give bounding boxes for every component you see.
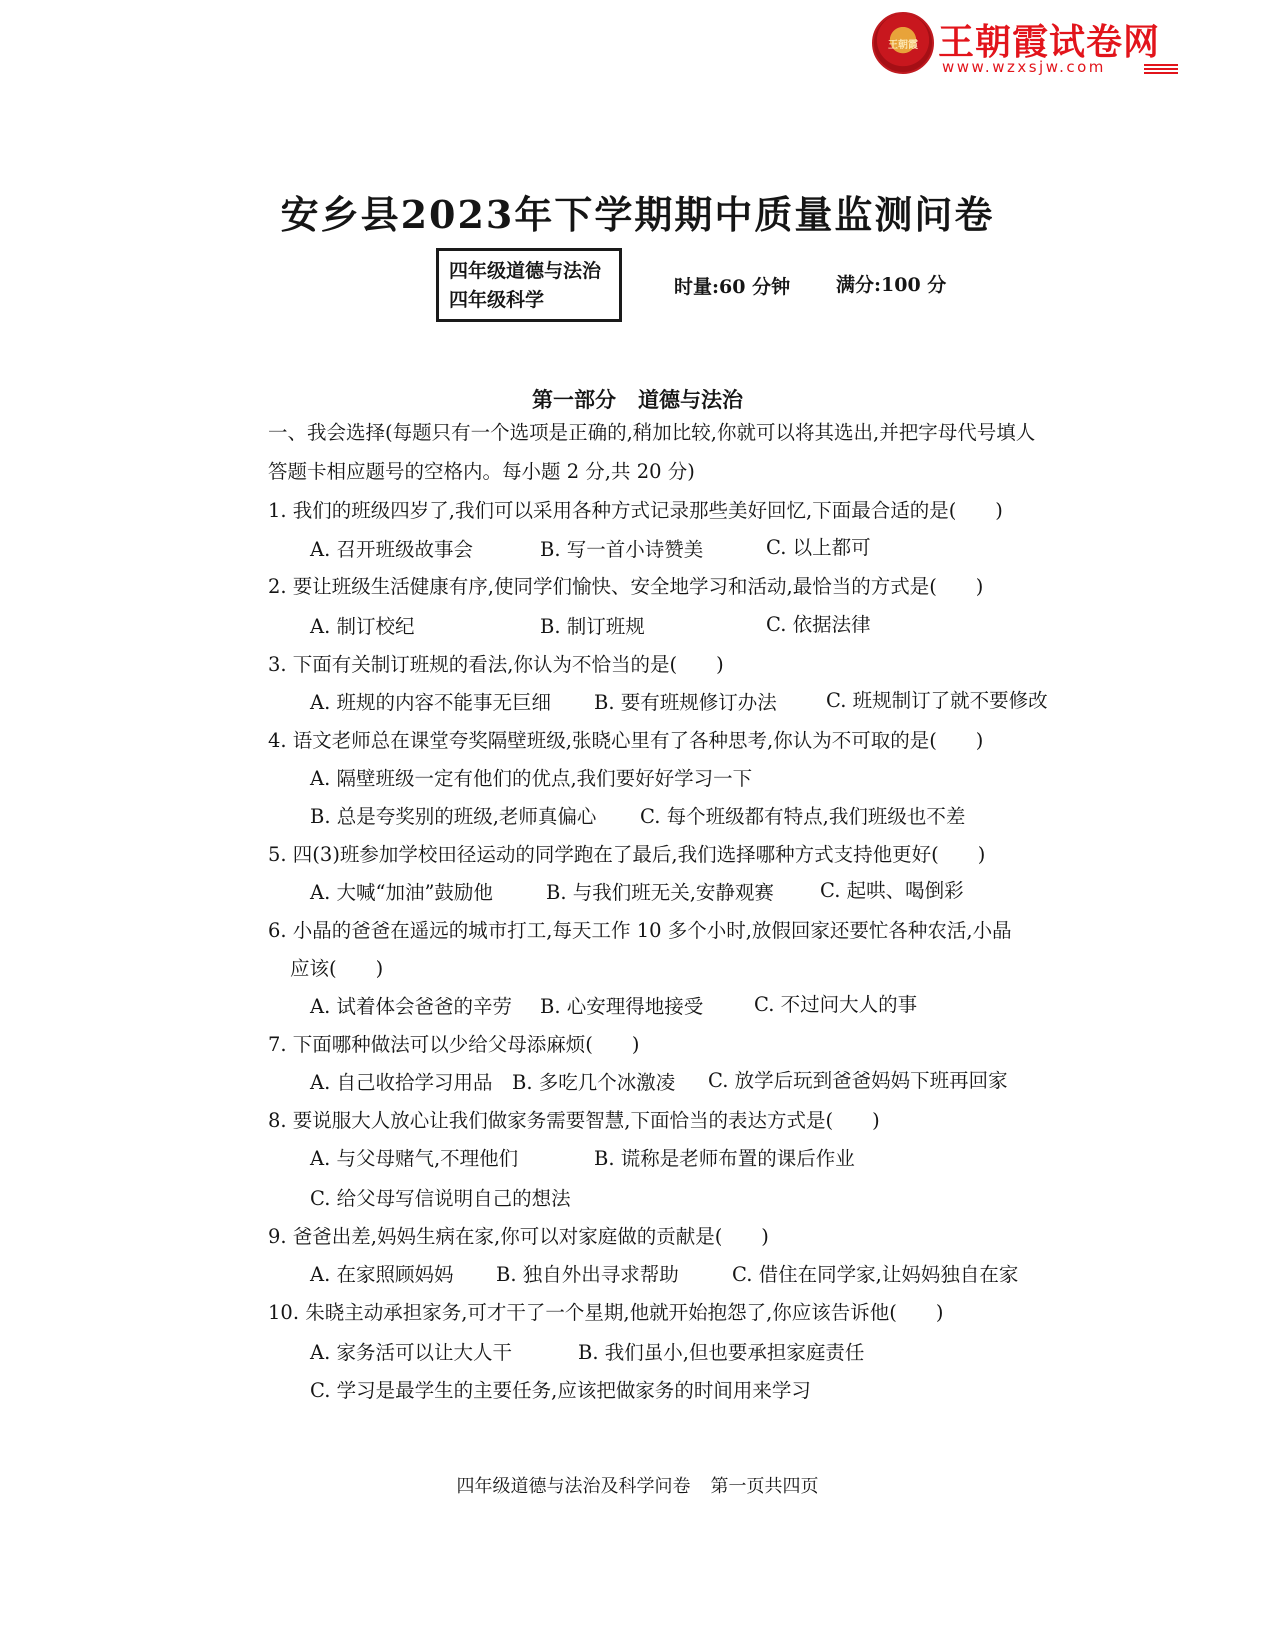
decor-lines-icon bbox=[1144, 64, 1178, 76]
exam-title: 安乡县2023年下学期期中质量监测问卷 bbox=[280, 192, 995, 237]
section-instruction-1: 一、我会选择(每题只有一个选项是正确的,稍加比较,你就可以将其选出,并把字母代号填人 bbox=[268, 421, 1036, 444]
question-10: 10. 朱晓主动承担家务,可才干了一个星期,他就开始抱怨了,你应该告诉他( ) bbox=[268, 1301, 944, 1324]
q9-option-a: A. 在家照顾妈妈 bbox=[310, 1263, 454, 1286]
q6-option-c: C. 不过问大人的事 bbox=[754, 993, 918, 1016]
q5-option-c: C. 起哄、喝倒彩 bbox=[820, 879, 964, 902]
part-label: 第一部分 bbox=[532, 387, 616, 412]
q5-option-a: A. 大喊“加油”鼓励他 bbox=[310, 881, 493, 904]
part-heading bbox=[0, 384, 1275, 414]
q10-option-c: C. 学习是最学生的主要任务,应该把做家务的时间用来学习 bbox=[310, 1379, 811, 1402]
question-6-cont: 应该( ) bbox=[290, 957, 384, 980]
question-9: 9. 爸爸出差,妈妈生病在家,你可以对家庭做的贡献是( ) bbox=[268, 1225, 769, 1248]
subject-1: 四年级道德与法治 bbox=[449, 260, 602, 282]
exam-time: 时量:60 分钟 bbox=[674, 276, 791, 298]
footer-exam: 四年级道德与法治及科学问卷 bbox=[456, 1476, 691, 1497]
q1-option-a: A. 召开班级故事会 bbox=[310, 538, 473, 561]
q8-option-c: C. 给父母写信说明自己的想法 bbox=[310, 1187, 571, 1210]
q7-option-b: B. 多吃几个冰激凌 bbox=[512, 1071, 676, 1094]
q3-option-c: C. 班规制订了就不要修改 bbox=[826, 689, 1048, 712]
q4-option-b: B. 总是夸奖别的班级,老师真偏心 bbox=[310, 805, 597, 828]
q1-option-c: C. 以上都可 bbox=[766, 536, 871, 559]
subject-2: 四年级科学 bbox=[449, 289, 545, 311]
q2-option-c: C. 依据法律 bbox=[766, 613, 871, 636]
q5-option-b: B. 与我们班无关,安静观赛 bbox=[546, 881, 774, 904]
q10-option-b: B. 我们虽小,但也要承担家庭责任 bbox=[578, 1341, 865, 1364]
q3-option-b: B. 要有班规修订办法 bbox=[594, 691, 777, 714]
seal-icon: 王朝霞 bbox=[872, 12, 934, 74]
watermark-url: www.wzxsjw.com bbox=[942, 58, 1106, 76]
full-score: 满分:100 分 bbox=[836, 274, 947, 296]
question-1: 1. 我们的班级四岁了,我们可以采用各种方式记录那些美好回忆,下面最合适的是( ) bbox=[268, 499, 1003, 522]
subject-box bbox=[436, 248, 622, 322]
page-footer bbox=[0, 1472, 1275, 1498]
q4-option-a: A. 隔壁班级一定有他们的优点,我们要好好学习一下 bbox=[310, 767, 753, 790]
q10-option-a: A. 家务活可以让大人干 bbox=[310, 1341, 512, 1364]
watermark-logo bbox=[872, 12, 1182, 78]
question-5: 5. 四(3)班参加学校田径运动的同学跑在了最后,我们选择哪种方式支持他更好( ) bbox=[268, 843, 986, 866]
q9-option-c: C. 借住在同学家,让妈妈独自在家 bbox=[732, 1263, 1019, 1286]
section-instruction-2: 答题卡相应题号的空格内。每小题 2 分,共 20 分) bbox=[268, 460, 695, 483]
part-name: 道德与法治 bbox=[638, 387, 743, 412]
question-4: 4. 语文老师总在课堂夸奖隔壁班级,张晓心里有了各种思考,你认为不可取的是( ) bbox=[268, 729, 984, 752]
q7-option-a: A. 自己收拾学习用品 bbox=[310, 1071, 493, 1094]
question-3: 3. 下面有关制订班规的看法,你认为不恰当的是( ) bbox=[268, 653, 724, 676]
q3-option-a: A. 班规的内容不能事无巨细 bbox=[310, 691, 551, 714]
q6-option-a: A. 试着体会爸爸的辛劳 bbox=[310, 995, 512, 1018]
q9-option-b: B. 独自外出寻求帮助 bbox=[496, 1263, 679, 1286]
q8-option-b: B. 谎称是老师布置的课后作业 bbox=[594, 1147, 855, 1170]
q2-option-b: B. 制订班规 bbox=[540, 615, 645, 638]
q2-option-a: A. 制订校纪 bbox=[310, 615, 415, 638]
question-2: 2. 要让班级生活健康有序,使同学们愉快、安全地学习和活动,最恰当的方式是( ) bbox=[268, 575, 984, 598]
q4-option-c: C. 每个班级都有特点,我们班级也不差 bbox=[640, 805, 966, 828]
q7-option-c: C. 放学后玩到爸爸妈妈下班再回家 bbox=[708, 1069, 1008, 1092]
watermark-brand: 王朝霞试卷网 bbox=[938, 22, 1161, 63]
question-6: 6. 小晶的爸爸在遥远的城市打工,每天工作 10 多个小时,放假回家还要忙各种农活,小晶 bbox=[268, 919, 1012, 942]
question-8: 8. 要说服大人放心让我们做家务需要智慧,下面恰当的表达方式是( ) bbox=[268, 1109, 880, 1132]
q1-option-b: B. 写一首小诗赞美 bbox=[540, 538, 704, 561]
footer-page: 第一页共四页 bbox=[710, 1476, 819, 1497]
q8-option-a: A. 与父母赌气,不理他们 bbox=[310, 1147, 519, 1170]
question-7: 7. 下面哪种做法可以少给父母添麻烦( ) bbox=[268, 1033, 640, 1056]
q6-option-b: B. 心安理得地接受 bbox=[540, 995, 704, 1018]
